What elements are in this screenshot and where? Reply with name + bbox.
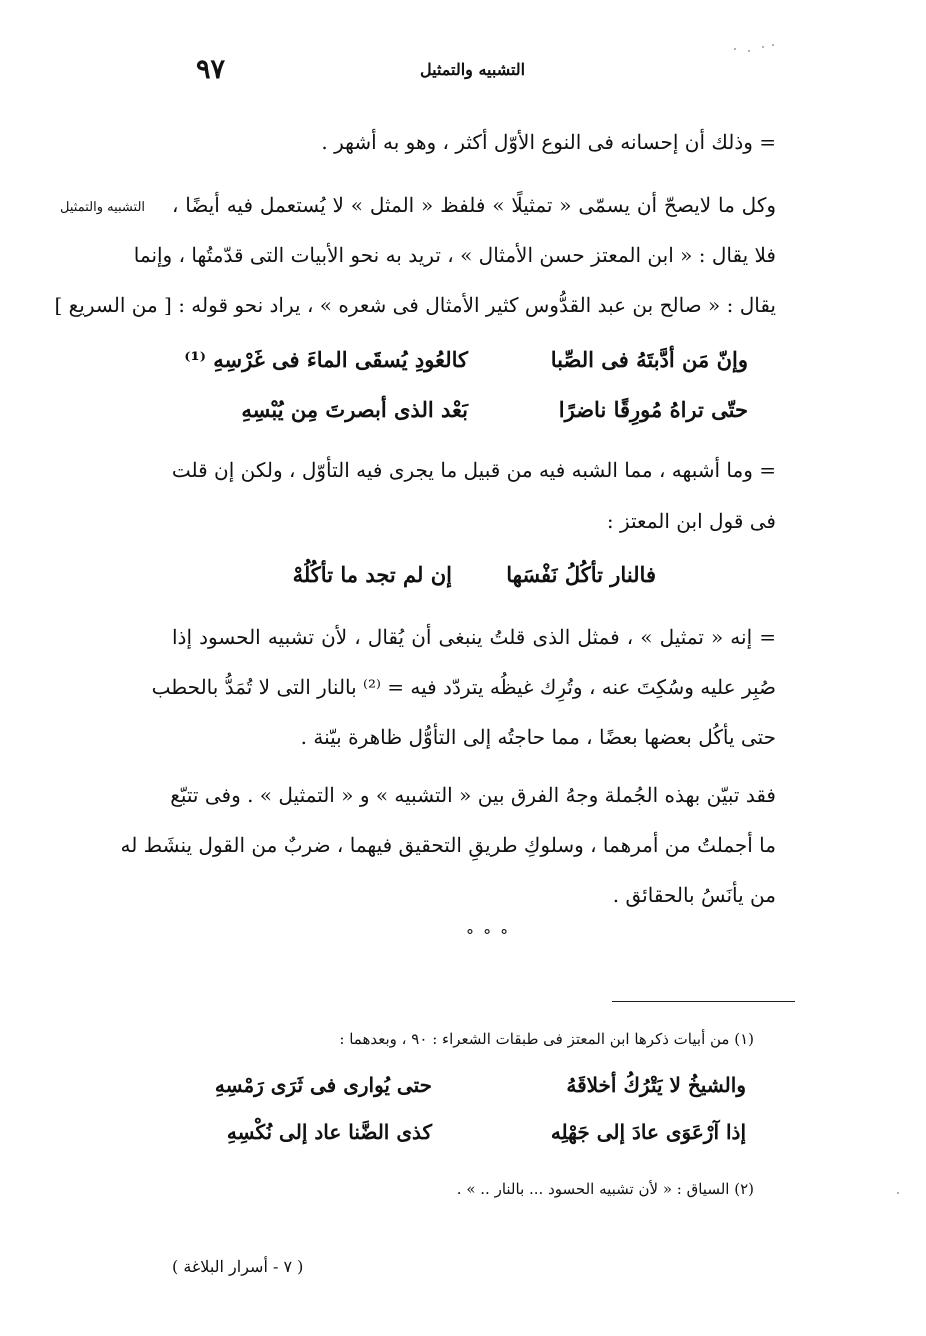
margin-note: التشبيه والتمثيل <box>60 200 146 215</box>
verse-first-half: حتّى تراهُ مُورِقًا ناضرًا <box>558 397 748 422</box>
body-line: صُبِر عليه وسُكِتَ عنه ، وتُرِك غيظُه يتردّد فيه = ⁽²⁾ بالنار التى لا تُمَدُّ بالحطب <box>151 675 776 699</box>
footnote-rule <box>612 1001 795 1002</box>
verse-second-half: إن لم تجد ما تأكُلُهْ <box>292 562 452 587</box>
scan-speck <box>897 1192 899 1194</box>
signature-mark: ( ٧ - أسرار البلاغة ) <box>172 1257 304 1276</box>
verse-first-half: وإنّ مَن أدَّبتَهُ فى الصِّبا <box>550 347 748 372</box>
body-line: حتى يأكُل بعضها بعضًا ، مما حاجتُه إلى التأوُّل ظاهرة بيّنة . <box>300 725 776 749</box>
body-line: فقد تبيّن بهذه الجُملة وجهُ الفرق بين « التشبيه » و « التمثيل » . وفى تتبّع <box>170 783 776 807</box>
footnote-1: (١) من أبيات ذكرها ابن المعتز فى طبقات الشعراء : ٩٠ ، وبعدهما : <box>339 1030 754 1048</box>
footnote-verse-second-half: كذى الضَّنا عاد إلى نُكْسِهِ <box>226 1120 432 1144</box>
scan-speck <box>734 48 736 50</box>
scan-speck <box>762 46 764 48</box>
verse-second-half: بَعْد الذى أبصرتَ مِن يُبْسِهِ <box>241 397 468 422</box>
scan-speck <box>748 50 750 52</box>
verse-second-half: كالعُودِ يُسقَى الماءَ فى غَرْسِهِ ⁽¹⁾ <box>184 347 468 372</box>
body-line: = وما أشبهه ، مما الشبه فيه من قبيل ما يجرى فيه التأوّل ، ولكن إن قلت <box>171 458 776 482</box>
scan-speck <box>772 44 774 46</box>
footnote-verse-second-half: حتى يُوارى فى ثَرَى رَمْسِهِ <box>214 1073 432 1097</box>
body-line: = وذلك أن إحسانه فى النوع الأوّل أكثر ، وهو به أشهر . <box>321 130 776 154</box>
footnote-2: (٢) السياق : « لأن تشبيه الحسود ... بالنار .. » . <box>456 1180 754 1198</box>
verse-first-half: فالنار تأكُلُ نَفْسَها <box>506 562 656 587</box>
body-line: يقال : « صالح بن عبد القدُّوس كثير الأمثال فى شعره » ، يراد نحو قوله : [ من السريع ] <box>54 293 776 317</box>
body-line: وكل ما لايصحّ أن يسمّى « تمثيلًا » فلفظ « المثل » لا يُستعمل فيه أيضًا ، <box>172 193 776 217</box>
footnote-verse-first-half: إذا آرْعَوَى عادَ إلى جَهْلِه <box>550 1120 746 1144</box>
page-number: ٩٧ <box>196 54 226 85</box>
section-separator: ° ° ° <box>466 926 511 945</box>
body-line: فلا يقال : « ابن المعتز حسن الأمثال » ، تريد به نحو الأبيات التى قدّمتُها ، وإنما <box>133 243 776 267</box>
body-line: فى قول ابن المعتز : <box>606 509 776 533</box>
body-line: = إنه « تمثيل » ، فمثل الذى قلتُ ينبغى أن يُقال ، لأن تشبيه الحسود إذا <box>172 625 776 649</box>
body-line: من يأنَسُ بالحقائق . <box>612 883 776 907</box>
footnote-verse-first-half: والشيخُ لا يَتْرُكُ أخلاقَهُ <box>566 1073 746 1097</box>
running-title: التشبيه والتمثيل <box>420 60 526 79</box>
body-line: ما أجملتُ من أمرهما ، وسلوكِ طريقِ التحقيق فيهما ، ضربٌ من القول ينشَط له <box>120 833 776 857</box>
